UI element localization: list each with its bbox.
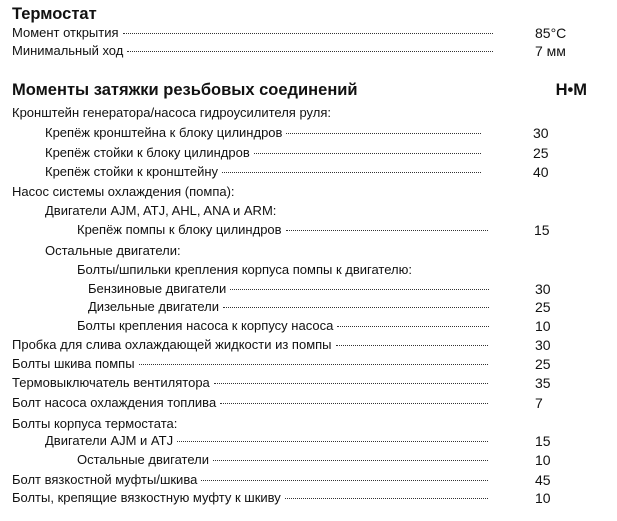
spec-value: 25 <box>535 299 551 315</box>
spec-row <box>45 144 549 162</box>
leader-dots <box>286 133 481 134</box>
spec-label: Остальные двигатели: <box>45 243 181 258</box>
leader-dots <box>222 172 481 173</box>
spec-value: 15 <box>534 222 550 238</box>
spec-row <box>77 317 551 335</box>
spec-row <box>45 124 549 142</box>
spec-row <box>77 451 551 469</box>
spec-label: Крепёж стойки к кронштейну <box>45 164 219 179</box>
spec-value: 7 <box>535 395 543 411</box>
leader-dots <box>123 33 493 34</box>
spec-label: Двигатели AJM и ATJ <box>45 433 174 448</box>
spec-label: Болты/шпильки крепления корпуса помпы к двигателю: <box>77 262 412 277</box>
spec-label: Болты крепления насоса к корпусу насоса <box>77 318 334 333</box>
leader-dots <box>285 498 488 499</box>
spec-value: 7 мм <box>535 43 566 59</box>
spec-row <box>12 374 551 392</box>
spec-row <box>45 242 485 260</box>
spec-value: 45 <box>535 472 551 488</box>
spec-value: 30 <box>533 125 549 141</box>
leader-dots <box>139 364 488 365</box>
spec-label: Крепёж помпы к блоку цилиндров <box>77 222 282 237</box>
spec-row <box>12 471 551 489</box>
spec-label: Минимальный ход <box>12 43 124 58</box>
spec-label: Термовыключатель вентилятора <box>12 375 210 390</box>
spec-row <box>12 104 497 122</box>
spec-row <box>12 336 551 354</box>
spec-label: Болты шкива помпы <box>12 356 135 371</box>
spec-row <box>12 24 567 42</box>
spec-value: 40 <box>533 164 549 180</box>
leader-dots <box>127 51 493 52</box>
spec-value: 30 <box>535 337 551 353</box>
leader-dots <box>214 383 488 384</box>
spec-row <box>45 432 551 450</box>
spec-label: Болты корпуса термостата: <box>12 416 178 431</box>
spec-row <box>77 221 550 239</box>
spec-label: Кронштейн генератора/насоса гидроусилителя руля: <box>12 105 331 120</box>
leader-dots <box>254 153 481 154</box>
spec-label: Двигатели AJM, ATJ, AHL, ANA и ARM: <box>45 203 277 218</box>
leader-dots <box>223 307 489 308</box>
spec-label: Болт насоса охлаждения топлива <box>12 395 217 410</box>
spec-value: 25 <box>533 145 549 161</box>
spec-row <box>88 280 551 298</box>
spec-value: 30 <box>535 281 551 297</box>
spec-row <box>12 355 551 373</box>
spec-label: Пробка для слива охлаждающей жидкости из помпы <box>12 337 332 352</box>
spec-value: 10 <box>535 490 551 506</box>
spec-label: Остальные двигатели <box>77 452 209 467</box>
section-title-thermostat: Термостат <box>12 5 97 23</box>
spec-value: 10 <box>535 452 551 468</box>
spec-label: Дизельные двигатели <box>88 299 220 314</box>
spec-label: Момент открытия <box>12 25 119 40</box>
leader-dots <box>220 403 488 404</box>
spec-label: Болт вязкостной муфты/шкива <box>12 472 198 487</box>
leader-dots <box>230 289 489 290</box>
leader-dots <box>337 326 489 327</box>
spec-row <box>12 394 543 412</box>
leader-dots <box>177 441 488 442</box>
spec-row <box>77 261 492 279</box>
leader-dots <box>213 460 488 461</box>
leader-dots <box>201 480 488 481</box>
spec-row <box>45 202 485 220</box>
torque-unit: Н•М <box>555 81 587 99</box>
spec-row <box>12 42 566 60</box>
spec-row <box>12 183 497 201</box>
spec-label: Насос системы охлаждения (помпа): <box>12 184 235 199</box>
spec-label: Крепёж кронштейна к блоку цилиндров <box>45 125 283 140</box>
leader-dots <box>336 345 488 346</box>
spec-label: Бензиновые двигатели <box>88 281 227 296</box>
spec-value: 25 <box>535 356 551 372</box>
section-title-torque: Моменты затяжки резьбовых соединений <box>12 81 358 99</box>
spec-row <box>12 415 492 433</box>
spec-row <box>12 489 551 507</box>
spec-row <box>45 163 549 181</box>
leader-dots <box>286 230 488 231</box>
spec-value: 10 <box>535 318 551 334</box>
spec-row <box>88 298 551 316</box>
spec-label: Болты, крепящие вязкостную муфту к шкиву <box>12 490 281 505</box>
spec-value: 85°C <box>535 25 567 41</box>
spec-label: Крепёж стойки к блоку цилиндров <box>45 145 250 160</box>
spec-value: 35 <box>535 375 551 391</box>
spec-value: 15 <box>535 433 551 449</box>
